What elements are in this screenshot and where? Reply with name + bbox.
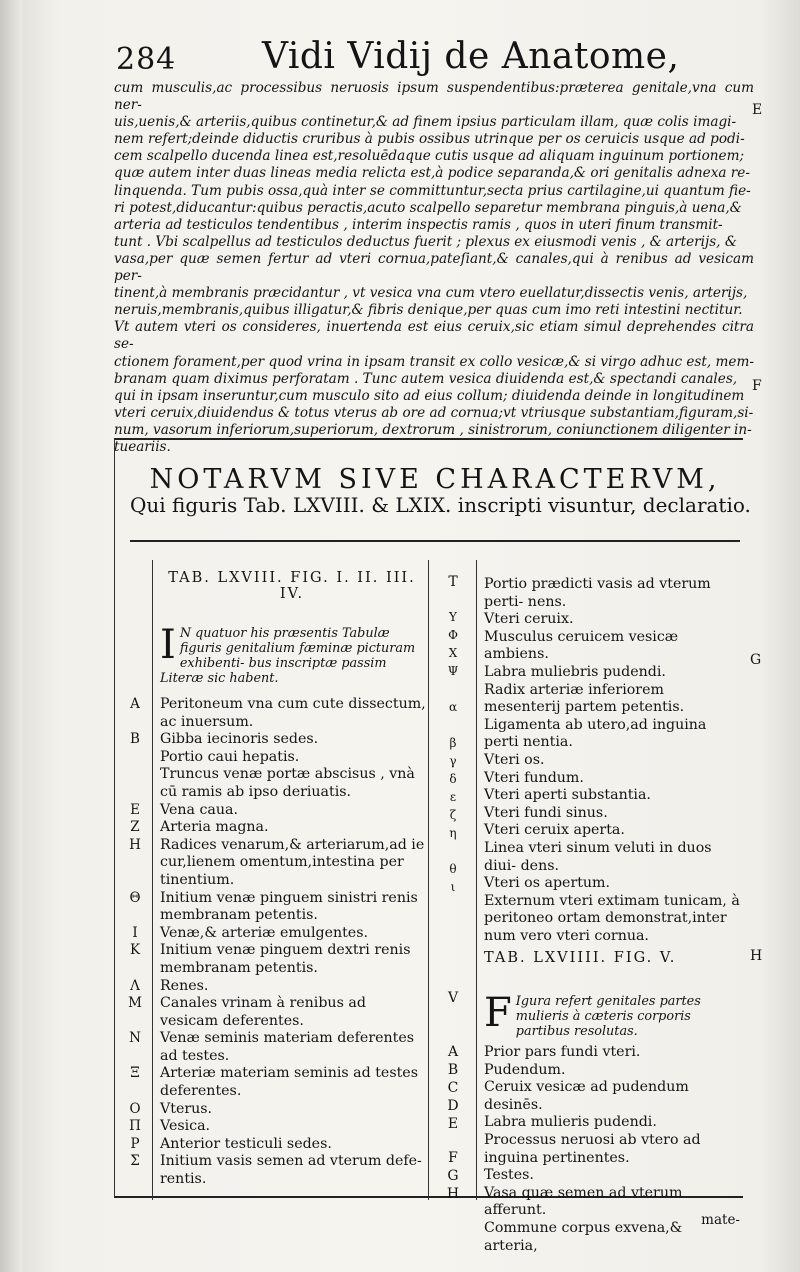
entry-text: Radices venarum,& arteriarum,ad ie cur,lienem omentum,intestina per tinentium. (160, 836, 425, 888)
legend-entry (114, 890, 426, 925)
body-line: linquenda. Tum pubis ossa,quà inter se committuntur,secta prius cartilagine,ui quantum fie- (114, 182, 751, 199)
entry-mark: A (130, 696, 140, 712)
middle-mark: Φ (448, 628, 458, 642)
legend-entry (114, 978, 426, 996)
legend-entry (114, 696, 426, 731)
middle-mark: F (448, 1150, 458, 1166)
entry-mark: Σ (130, 1153, 140, 1170)
middle-mark: H (446, 1186, 460, 1202)
body-line: branam quam diximus perforatam . Tunc autem vesica diuidenda est,& spectandi canales, (114, 370, 738, 387)
middle-mark: D (447, 1098, 459, 1114)
legend-entry-right: Testes. (484, 1167, 534, 1184)
right-intro (484, 990, 740, 1039)
body-line: Vt autem vteri os consideres, inuertenda est eius ceruix,sic etiam simul deprehendes citra se- (114, 319, 754, 353)
legend-entry-right: Vteri fundi sinus. (484, 804, 608, 821)
middle-mark: C (447, 1080, 459, 1096)
legend-entry-right: Labra mulieris pudendi. (484, 1114, 657, 1131)
middle-mark: γ (449, 754, 457, 768)
entry-text: Venæ seminis materiam deferentes ad testes. (160, 1030, 415, 1064)
left-column-entries (114, 696, 426, 1189)
table-title: NOTARVM SIVE CHARACTERVM, (149, 464, 721, 495)
legend-entry-right: Musculus ceruicem vesicæ ambiens. (484, 628, 679, 663)
entry-text: Canales vrinam à renibus ad vesicam deferentes. (160, 995, 366, 1029)
margin-letter-h: H (750, 948, 763, 964)
legend-entry-right: Vteri ceruix. (484, 611, 574, 628)
right-intro-text: Igura refert genitales partes mulieris à cæteris corporis partibus resolutas. (515, 994, 701, 1039)
right-table-heading: TAB. LXVIIII. FIG. V. (484, 950, 677, 966)
legend-entry (114, 1030, 426, 1065)
middle-mark: Y (449, 610, 457, 624)
margin-letter-e: E (752, 102, 763, 118)
entry-mark: M (128, 995, 142, 1012)
middle-mark: ε (449, 790, 457, 804)
entry-text: Initium venæ pinguem sinistri renis membranam petentis. (160, 889, 418, 924)
entry-text: Initium vasis semen ad vterum defe- rentis. (160, 1153, 422, 1188)
margin-letter-g: G (750, 652, 762, 668)
entry-mark: B (130, 731, 140, 748)
legend-entry-right: Processus neruosi ab vtero ad inguina pertinentes. (484, 1131, 701, 1166)
body-line: vasa,per quæ semen fertur ad vteri cornua,pateſiant,& canales,qui à renibus ad vesicam per- (114, 250, 754, 285)
body-line: num, vasorum inferiorum,superiorum, dextrorum , sinistrorum, coniunctionem diligenter in- (114, 421, 752, 438)
column-divider-right (476, 560, 477, 1200)
entry-text: Vena caua. (160, 801, 238, 818)
legend-entry (114, 1065, 426, 1100)
entry-text: Initium venæ pinguem dextri renis membranam petentis. (160, 942, 411, 976)
entry-mark: Ξ (130, 1065, 140, 1082)
middle-mark: θ (449, 862, 457, 876)
body-line: vteri ceruix,diuidendus & totus vterus ab ore ad cornua;vt vtriusque substantiam,figuram,si- (114, 404, 754, 421)
body-line: arteria ad testiculos tendentibus , interim inspectis ramis , quos in uteri finum transmit- (114, 216, 723, 233)
legend-entry (114, 1101, 426, 1119)
legend-entry (114, 802, 426, 820)
legend-entry (114, 766, 426, 801)
body-line: cum musculis,ac processibus neruosis ipsum suspendentibus:præterea genitale,vna cum ner- (114, 80, 754, 114)
body-line: uis,uenis,& arteriis,quibus continetur,& ad finem ipsius particulam illam, quæ colis imagi- (114, 114, 737, 131)
entry-mark: Λ (130, 977, 140, 994)
legend-entry-right: Pudendum. (484, 1061, 566, 1078)
body-line: ctionem forament,per quod vrina in ipsam transit ex collo vesicæ,& si virgo adhuc est, mem- (114, 353, 754, 370)
legend-entry-right: Vteri fundum. (484, 769, 584, 786)
entry-mark: Π (129, 1118, 141, 1135)
entry-text: Arteriæ materiam seminis ad testes deferentes. (160, 1065, 418, 1100)
entry-text: Arteria magna. (160, 819, 269, 836)
legend-entry (114, 942, 426, 977)
legend-entry (114, 925, 426, 943)
left-intro (160, 622, 424, 686)
legend-entry-right: Vteri aperti substantia. (484, 787, 651, 804)
middle-mark: A (447, 1044, 459, 1060)
body-line: tueariis. (114, 438, 171, 455)
catchword: mate- (701, 1212, 740, 1228)
middle-mark: T (448, 574, 458, 590)
legend-entry (114, 1153, 426, 1188)
entry-text: Anterior testiculi sedes. (160, 1135, 332, 1152)
margin-letter-f: F (752, 378, 762, 394)
entry-text: Vesica. (160, 1118, 211, 1135)
middle-mark: X (448, 646, 458, 660)
right-dropcap: F (484, 990, 512, 1036)
legend-entry (114, 837, 426, 890)
body-line: tinent,à membranis præcidantur , vt vesica vna cum vtero euellatur,dissectis venis, arterijs, (114, 285, 748, 302)
middle-mark: ι (450, 880, 456, 894)
legend-entry-right: Vteri os apertum. (484, 875, 611, 892)
entry-mark: I (132, 924, 138, 941)
entry-mark: N (129, 1030, 141, 1047)
entry-mark: O (129, 1100, 141, 1117)
entry-mark: Θ (129, 889, 141, 906)
running-head: Vidi Vidij de Anatome, (262, 36, 680, 77)
body-line: ri potest,diducantur:quibus peractis,acuto scalpello separetur membrana pinguis,à uena,& (114, 199, 742, 216)
body-line: neruis,membranis,quibus illigatur,& fibris denique,per quas cum imo reti intestini nectitur. (114, 302, 743, 319)
middle-mark: β (449, 736, 457, 750)
legend-entry (114, 995, 426, 1030)
entry-mark: P (130, 1135, 140, 1152)
page-number: 284 (116, 42, 177, 77)
legend-entry-right: Vasa quæ semen ad vterum afferunt. (484, 1184, 683, 1219)
legend-entry (114, 1118, 426, 1136)
body-line: nem refert;deinde diductis cruribus à pubis ossibus utrinque per os ceruicis usque ad podi- (114, 131, 745, 148)
legend-entry-right: Ligamenta ab utero,ad inguina perti nentia. (484, 716, 707, 751)
legend-entry (114, 819, 426, 837)
entry-text: Renes. (160, 977, 209, 994)
middle-mark: α (448, 700, 458, 714)
middle-mark: δ (449, 772, 457, 786)
middle-mark: G (447, 1168, 459, 1184)
entry-text: Venæ,& arteriæ emulgentes. (160, 924, 368, 941)
left-dropcap: I (160, 622, 176, 668)
legend-entry-right: Radix arteriæ inferiorem mesenterij partem petentis. (484, 681, 685, 716)
page-header (112, 34, 752, 84)
legend-entry (114, 1136, 426, 1154)
legend-entry-right: Vteri os. (484, 751, 545, 768)
entry-text: Peritoneum vna cum cute dissectum, ac inuersum. (160, 696, 426, 730)
page-gutter (0, 0, 22, 1272)
entry-text: Portio caui hepatis. (160, 748, 300, 765)
legend-entry-right: Commune corpus exvena,& arteria, (484, 1219, 683, 1254)
entry-mark: Z (130, 819, 140, 836)
legend-entry-right: Externum vteri extimam tunicam, à peritoneo ortam demonstrat,inter num vero vteri cornua. (484, 892, 740, 944)
legend-entry-right: Ceruix vesicæ ad pudendum desinēs. (484, 1079, 689, 1113)
legend-entry-right: Portio prædicti vasis ad vterum perti- nens. (484, 576, 711, 610)
middle-mark: Ψ (447, 664, 459, 678)
legend-entry-right: Prior pars fundi vteri. (484, 1044, 641, 1060)
legend-entry-right: Vteri ceruix aperta. (484, 822, 625, 839)
entry-text: Truncus venæ portæ abscisus , vnà cū ramis ab ipso deriuatis. (160, 766, 415, 800)
body-text (114, 80, 754, 456)
column-divider-middle (428, 560, 429, 1200)
legend-entry-right: Labra muliebris pudendi. (484, 663, 666, 680)
middle-mark: E (447, 1116, 459, 1132)
middle-mark: B (447, 1062, 459, 1078)
title-rule (130, 540, 740, 542)
entry-mark: H (129, 836, 141, 853)
legend-entry-right: Linea vteri sinum veluti in duos diui- dens. (484, 839, 712, 874)
left-table-heading: TAB. LXVIII. FIG. I. II. III. IV. (168, 570, 416, 602)
middle-mark-v: V (447, 990, 459, 1006)
middle-mark: η (449, 826, 457, 840)
body-line: tunt . Vbi scalpellus ad testiculos deductus fuerit ; plexus ex eiusmodi venis , & arterijs, & (114, 233, 737, 250)
legend-entry (114, 731, 426, 749)
entry-mark: K (129, 942, 141, 959)
entry-text: Vterus. (160, 1100, 213, 1117)
table-subtitle: Qui figuris Tab. LXVIII. & LXIX. inscripti visuntur, declaratio. (130, 493, 751, 517)
left-intro-text: N quatuor his præsentis Tabulæ figuris genitalium fæminæ picturam exhibenti- bus inscriptæ passim Literæ sic habent. (160, 626, 416, 686)
body-line: quæ autem inter duas lineas media relicta est,à podice separanda,& ori genitalis adnexa re- (114, 165, 750, 182)
body-line: qui in ipsam inseruntur,cum musculo sito ad eius collum; diuidenda deinde in longitudinem (114, 387, 745, 404)
right-column-upper (484, 576, 740, 945)
entry-text: Gibba iecinoris sedes. (160, 731, 319, 748)
entry-mark: E (130, 801, 140, 818)
legend-entry (114, 749, 426, 767)
middle-mark: ζ (449, 808, 457, 822)
body-line: cem scalpello ducenda linea est,resoluēdaque cutis usque ad aliquam inguinum portionem; (114, 148, 745, 165)
